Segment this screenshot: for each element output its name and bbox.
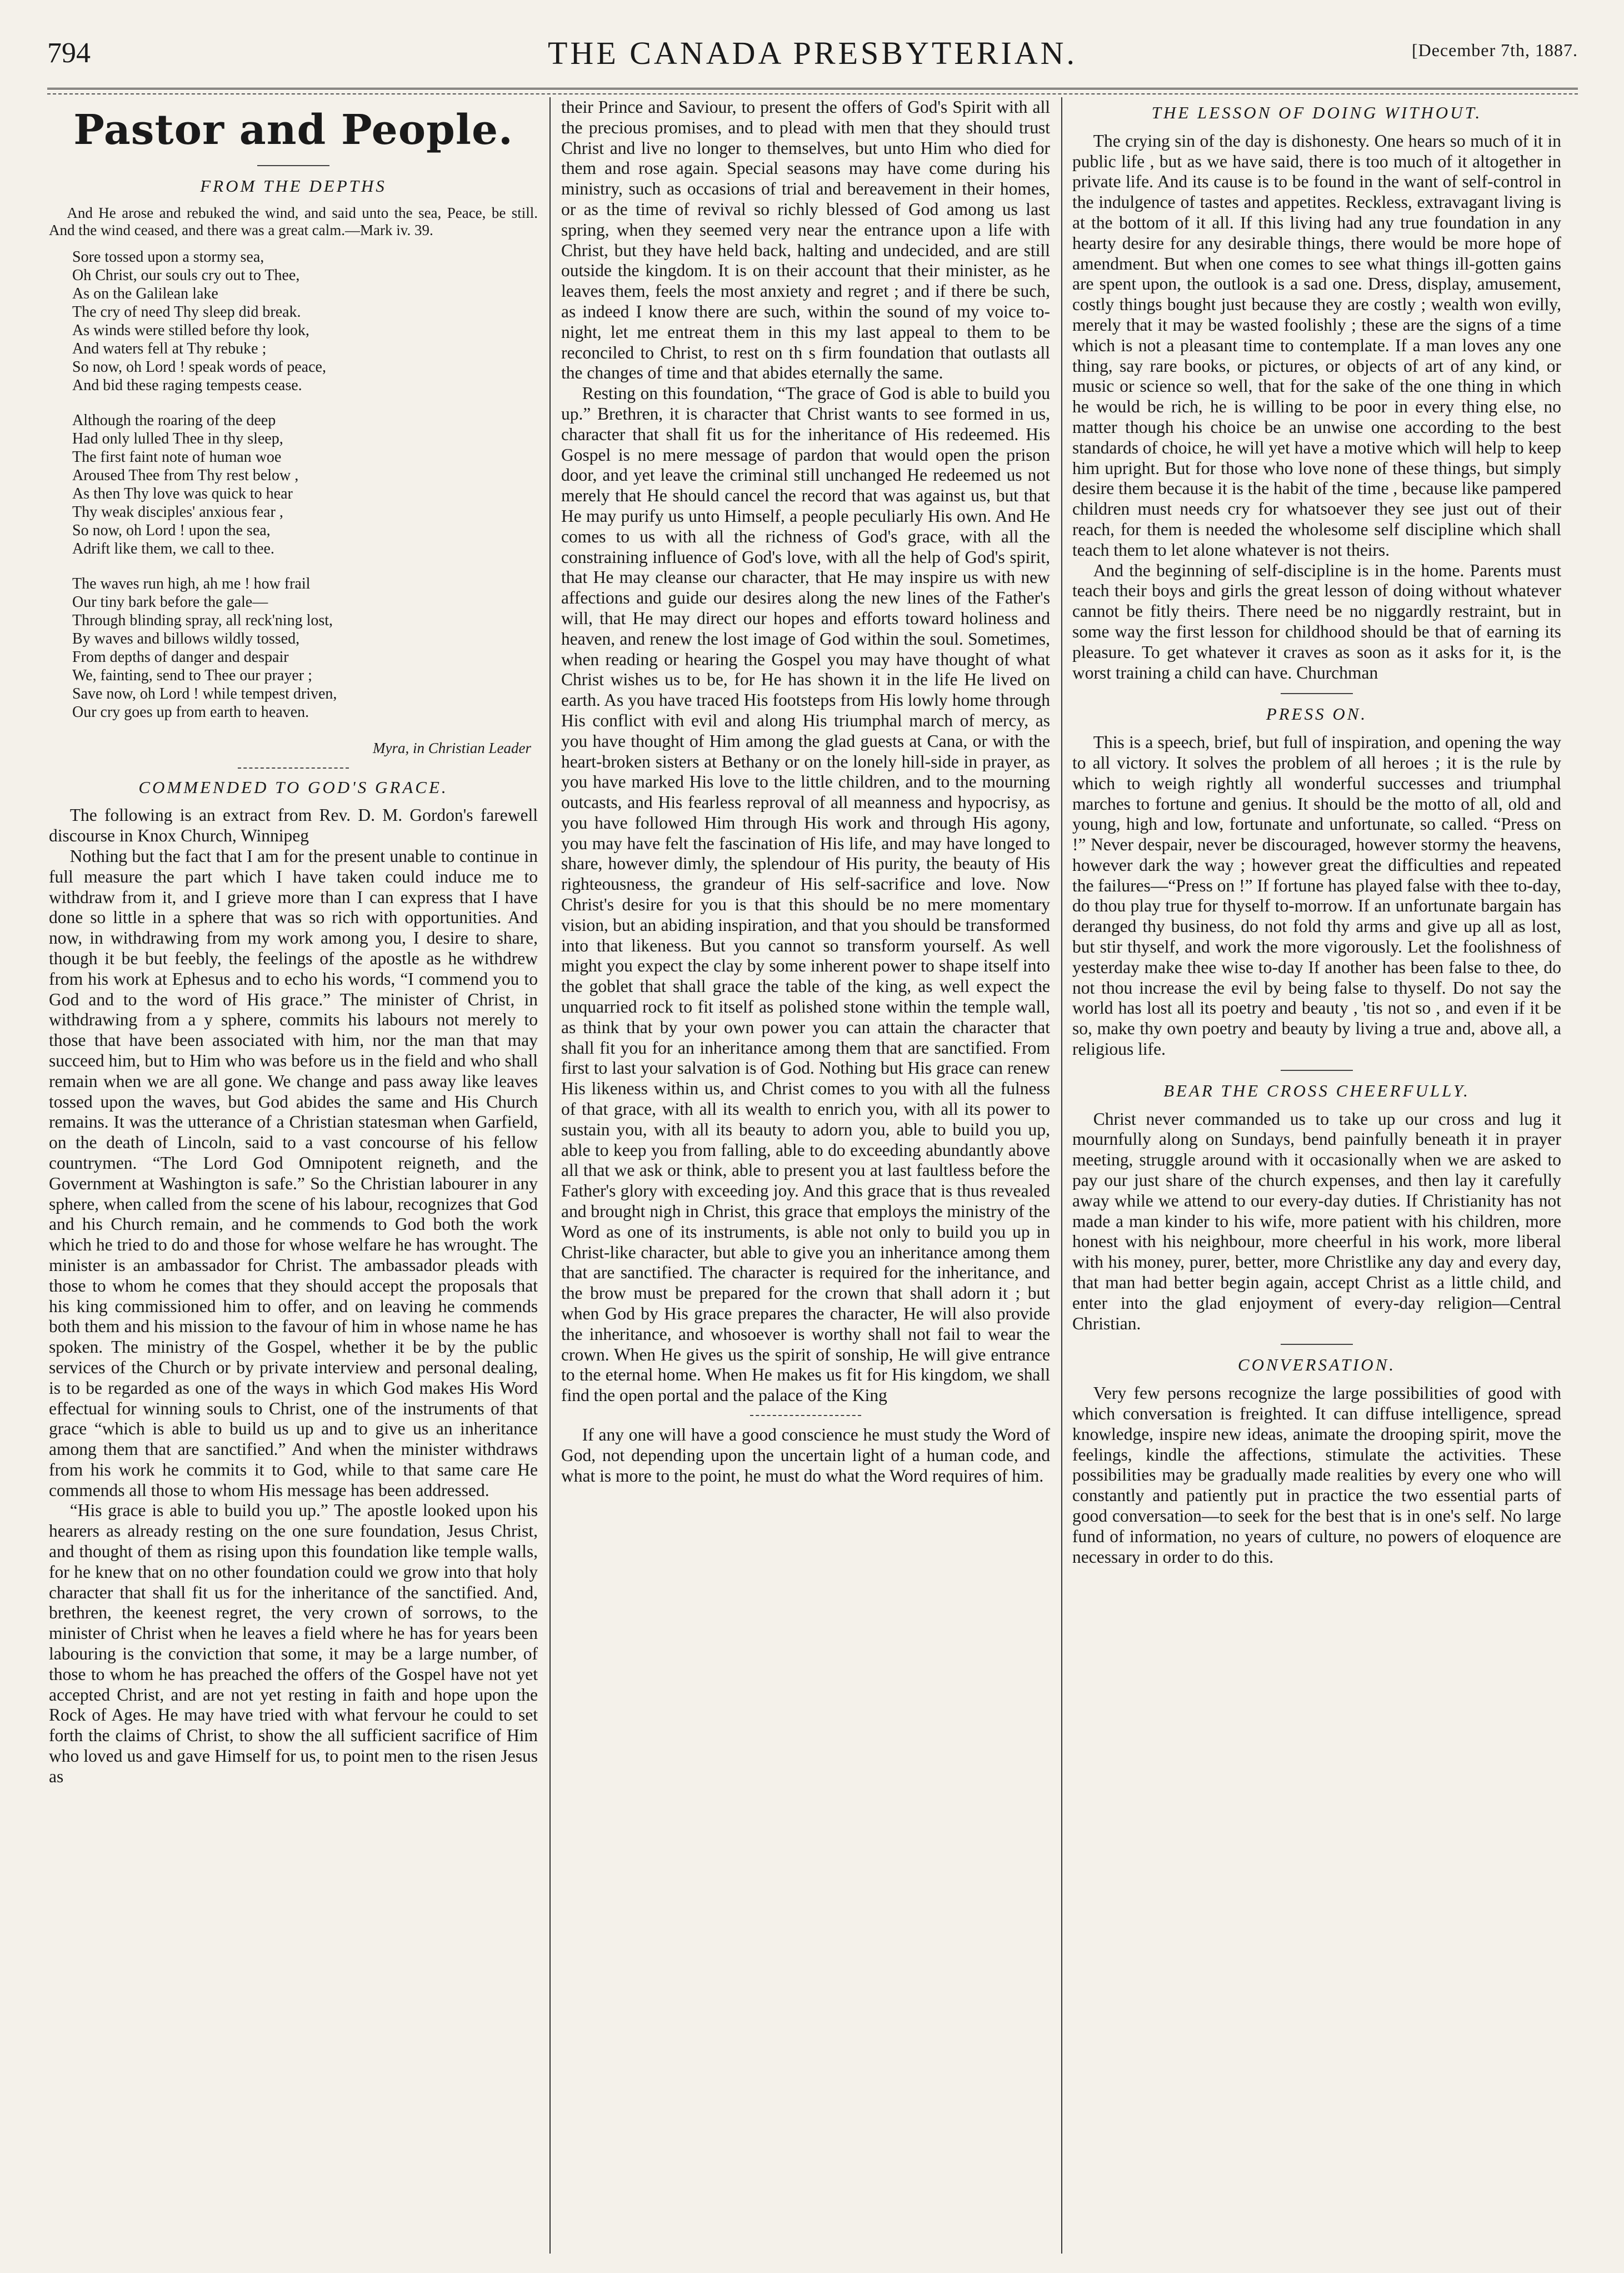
poem-stanza: [72, 575, 538, 721]
poem-title: FROM THE DEPTHS: [200, 176, 387, 196]
poem-line: By waves and billows wildly tossed,: [72, 630, 300, 647]
divider: [750, 1415, 861, 1416]
article-paragraph: Resting on this foundation, “The grace of God is able to build you up.” Brethren, it is character that Christ wants to see formed in us, character that shall fit us for the inheritance of His redeemed. His Gospel is no mere message of pardon that would open the prison door, and yet leave the criminal still unchanged He redeemed us not merely that He should cancel the record that was against us, but that He may purify us unto Himself, a people peculiarly His own. And He comes to us with all the richness of God's grace, with all the constraining influence of God's love, with all the help of God's spirit, that He may cleanse our character, that He may inspire us with new affections and guide our desires along the new lines of the Father's will, that He may direct our hopes and efforts toward holiness and heaven, and renew the lost image of God within the soul. Sometimes, when reading or hearing the Gospel you may have thought of what Christ wishes us to be, for He has shown it in the life He lived on earth. As you have traced His footsteps from His lowly home through His conflict with evil and along His triumphal march of mercy, as you have thought of Him among the glad guests at Cana, or with the heart-broken sisters at Bethany or on the lonely hill-side in prayer, as you have marked His love to the little children, and to the mourning outcasts, and His fearless reproval of all meanness and hypocrisy, as you have followed Him through His work and through His agony, you may have felt the fascination of His life, and may have longed to share, however dimly, the splendour of His purity, the beauty of His righteousness, the grandeur of His self-sacrifice and love. Now Christ's desire for you is that this should be no mere momentary vision, but an abiding inspiration, and that you should be transformed into that likeness. But you cannot so transform yourself. As well might you expect the clay by some inherent power to shape itself into the goblet that shall grace the table of the king, as well expect the unquarried rock to fit itself as polished stone within the temple wall, as think that by your own power you can attain the character that shall fit you for an inheritance among them that are sanctified. From first to last your salvation is of God. Nothing but His grace can renew His likeness within us, and Christ comes to you with all the fulness of that grace, with all its wealth to enrich you, with all its power to sustain you, with all its beauty to adorn you, able to build you up, able to keep you from falling, able to do exceeding abundantly above all that we ask or think, able to present you at last faultless before the Father's glory with exceeding joy. And this grace that is thus revealed and brought nigh in Christ, this grace that employs the ministry of the Word as one of its instruments, is able not only to build you up in Christ-like character, but able to give you an inheritance among them that are sanctified. The character is required for the inheritance, and the brow must be prepared for the crown that shall adorn it ; but when God by His grace prepares the character, He will also provide the inheritance, and whosoever is worthy shall not fail to wear the crown. When He gives us the spirit of sonship, He will give entrance to the eternal home. When He makes us fit for His kingdom, we shall find the open portal and the palace of the King: [561, 383, 1050, 1405]
poem-line: Aroused Thee from Thy rest below ,: [72, 466, 299, 484]
article-paragraph: Nothing but the fact that I am for the present unable to continue in full measure the part which I have taken could induce me to withdraw from it, and I grieve more than I can express that I have done so little in a sphere that was so rich with opportunities. And now, in withdrawing from my work among you, I desire to share, though it be but feebly, the feelings of the apostle as he withdrew from his work at Ephesus and to echo his words, “I commend you to God and to the word of His grace.” The minister of Christ, in withdrawing from a y sphere, commits his labours not merely to those that have been associated with him, nor the man that may succeed him, but to Him who was before us in the field and who shall remain when we are all gone. We change and pass away like leaves tossed upon the waves, but God abides the same and His Church remains. It was the utterance of a Christian statesman when Garfield, on the death of Lincoln, said to a vast concourse of his fellow countrymen. “The Lord God Omnipotent reigneth, and the Government at Washington is safe.” So the Christian labourer in any sphere, when called from the scene of his labour, recognizes that God and his Church remain, and he commends to God both the work which he tried to do and those for whose welfare he has wrought. The minister is an ambassador for Christ. The ambassador pleads with those to whom he comes that they should accept the proposals that his king commissioned him to offer, and on leaving he commends both them and his mission to the favour of him in whose name he has spoken. The ministry of the Gospel, whether it be by the public services of the Church or by private interview and personal dealing, is to be regarded as one of the ways in which God makes His Word effectual for winning souls to Christ, one of the instruments of that grace “which is able to build us up and to give us an inheritance among them that are sanctified.” And when the minister withdraws from his work he commits it to God, while to that same care He commends all those to whom His message has been addressed.: [49, 846, 538, 1500]
column-divider: [549, 97, 551, 2254]
article-paragraph: Christ never commanded us to take up our cross and lug it mournfully along on Sundays, bend painfully beneath it in prayer meeting, struggle around with it occasionally when we are asked to pay our just share of the church expenses, and then lay it carefully away while we attend to our every-day duties. If Christianity has not made a man kinder to his wife, more patient with his children, more honest with his neighbour, more cheerful in his work, more liberal with his money, purer, better, more Christlike any day and every day, that man had better begin again, accept Christ as a little child, and enter into the glad enjoyment of every-day religion—Central Christian.: [1072, 1109, 1561, 1333]
poem-line: From depths of danger and despair: [72, 648, 289, 666]
article-paragraph: The crying sin of the day is dishonesty. One hears so much of it in public life , but as we have said, there is too much of it altogether in private life. And its cause is to be found in the want of self-control in the indulgence of tastes and appetites. Reckless, extravagant living is at the bottom of it all. If this living had any true foundation in any hearty desire for any desirable things, there would be more hope of amendment. But when one comes to see what things ill-gotten gains are spent upon, the outlook is a sad one. Dress, display, amusement, costly things bought just because they are costly ; wealth won evilly, merely that it may be wasted foolishly ; these are the signs of a time which is not a pleasant time to contemplate. If a man loves any one thing, say rare books, or pictures, or objects of art of any kind, or music or science so well, that for the sake of the one thing in which he would be rich, he is willing to be poor in every thing else, no matter though his choice be an unwise one according to the best standards of choice, he will yet have a motive which will help to keep him upright. But for those who love none of these things, but simply desire them because it is the habit of the time , because like pampered children must needs cry for whatsoever they see just out of their reach, for them is needed the wholesome self discipline which shall teach them to let alone whatever is not theirs.: [1072, 131, 1561, 560]
article-intro: The following is an extract from Rev. D. M. Gordon's farewell discourse in Knox Church, Winnipeg: [49, 805, 538, 846]
poem-line: As then Thy love was quick to hear: [72, 485, 293, 502]
article-title: THE LESSON OF DOING WITHOUT.: [1151, 103, 1482, 122]
poem-line: Had only lulled Thee in thy sleep,: [72, 430, 283, 447]
poem-line: So now, oh Lord ! upon the sea,: [72, 521, 271, 539]
poem-epigraph: And He arose and rebuked the wind, and said unto the sea, Peace, be still. And the wind ceased, and there was a great calm.—Mark iv. 39.: [49, 204, 538, 238]
poem-line: Through blinding spray, all reck'ning lost,: [72, 611, 333, 629]
poem-line: Adrift like them, we call to thee.: [72, 540, 274, 557]
page-number: 794: [47, 37, 91, 69]
header-rule: [47, 88, 1578, 89]
divider: [257, 165, 329, 166]
article-title: PRESS ON.: [1266, 704, 1368, 724]
closing-paragraph: If any one will have a good conscience he must study the Word of God, not depending upon the uncertain light of a human code, and what is more to the point, he must do what the Word requires of him.: [561, 1425, 1050, 1486]
poem-line: We, fainting, send to Thee our prayer ;: [72, 666, 312, 684]
column-1: [49, 97, 538, 2254]
poem-line: Sore tossed upon a stormy sea,: [72, 248, 264, 266]
divider: [238, 767, 349, 769]
poem-stanza: [72, 248, 538, 395]
department-heading: Pastor and People.: [73, 106, 513, 154]
poem-line: As winds were stilled before thy look,: [72, 321, 309, 339]
poem-line: And waters fell at Thy rebuke ;: [72, 340, 267, 357]
divider: [1281, 693, 1353, 694]
poem-credit: Myra, in Christian Leader: [372, 739, 531, 756]
poem-line: Save now, oh Lord ! while tempest driven,: [72, 685, 337, 702]
article-paragraph: This is a speech, brief, but full of inspiration, and opening the way to all victory. It solves the problem of all heroes ; it is the rule by which to weigh rightly all wonderful successes and triumphal marches to fortune and genius. It should be the motto of all, old and young, high and low, fortunate and unfortunate, so called. “Press on !” Never despair, never be discouraged, however stormy the heavens, however dark the way ; however great the difficulties and repeated the failures—“Press on !” If fortune has played false with thee to-day, do thou play true for thyself to-morrow. If an unfortunate bargain has deranged thy business, do not fold thy arms and give up all as lost, but stir thyself, and work the more vigorously. Let the foolishness of yesterday make thee wise to-day If another has been false to thee, do not thou increase the evil by being false to thyself. Do not say the world has lost all its poetry and beauty , 'tis not so , and even if it be so, make thy own poetry and beauty by living a true and, above all, a religious life.: [1072, 732, 1561, 1059]
article-title: BEAR THE CROSS CHEERFULLY.: [1163, 1080, 1470, 1100]
article-paragraph: And the beginning of self-discipline is in the home. Parents must teach their boys and girls the great lesson of doing without whatever cannot be fitly theirs. There need be no niggardly restraint, but in some way the first lesson for childhood should be that of earning its pleasure. To get whatever it craves as soon as it asks for it, is the worst training a child can have. Churchman: [1072, 560, 1561, 682]
masthead: THE CANADA PRESBYTERIAN.: [548, 35, 1077, 71]
poem-stanza: [72, 411, 538, 558]
poem-line: So now, oh Lord ! speak words of peace,: [72, 358, 326, 376]
column-2: [561, 97, 1050, 2254]
article-paragraph: “His grace is able to build you up.” The apostle looked upon his hearers as already resting on the one sure foundation, Jesus Christ, and thought of them as rising upon this foundation like temple walls, for he knew that on no other foundation could we grow into that holy character that shall fit us for the inheritance of the sanctified. And, brethren, the keenest regret, the very crown of sorrows, to the minister of Christ when he leaves a field where he has for years been labouring is the conviction that some, it may be a large number, of those to whom he has preached the offers of the Gospel have not yet accepted Christ, and are not yet resting in faith and hope upon the Rock of Ages. He may have tried with what fervour he could to set forth the claims of Christ, to show the all sufficient sacrifice of Him who loved us and gave Himself for us, to point men to the risen Jesus as: [49, 1501, 538, 1786]
header-rule-dashed: [47, 93, 1578, 94]
divider: [1281, 1344, 1353, 1345]
poem-line: The cry of need Thy sleep did break.: [72, 303, 301, 321]
article-title: CONVERSATION.: [1237, 1355, 1396, 1375]
poem-line: Thy weak disciples' anxious fear ,: [72, 503, 283, 521]
poem-line: Although the roaring of the deep: [72, 411, 276, 429]
poem-line: Our cry goes up from earth to heaven.: [72, 703, 309, 721]
column-3: [1072, 97, 1561, 2254]
poem-line: The waves run high, ah me ! how frail: [72, 575, 311, 592]
poem-line: Oh Christ, our souls cry out to Thee,: [72, 266, 300, 284]
poem-line: Our tiny bark before the gale—: [72, 593, 268, 611]
issue-date: [December 7th, 1887.: [1411, 40, 1578, 60]
article-paragraph: their Prince and Saviour, to present the offers of God's Spirit with all the precious promises, and to plead with men that they should trust Christ and live no longer to themselves, but unto Him who died for them and rose again. Special seasons may have come during his ministry, such as occasions of trial and bereavement in their homes, or as the time of revival so richly blessed of God among us last spring, when they seemed very near the entrance upon a life with Christ, but they have held back, halting and undecided, and are still outside the kingdom. It is on their account that their minister, as he leaves them, feels the most anxiety and regret ; and if there be such, as indeed I know there are such, within the sound of my voice to-night, let me entreat them in this my last appeal to them to be reconciled to Christ, to rest on th s firm foundation that outlasts all the changes of time and that abides eternally the same.: [561, 97, 1050, 383]
poem-line: The first faint note of human woe: [72, 448, 282, 466]
poem-line: And bid these raging tempests cease.: [72, 376, 302, 394]
article-title: COMMENDED TO GOD'S GRACE.: [138, 777, 448, 797]
column-divider: [1061, 97, 1062, 2254]
article-paragraph: Very few persons recognize the large possibilities of good with which conversation is freighted. It can diffuse intelligence, spread knowledge, inspire new ideas, animate the drooping spirit, move the feelings, kindle the affections, stimulate the activities. These possibilities may be gradually made realities by every one who will constantly and patiently put in practice the two essential parts of good conversation—to seek for the best that is in one's self. No large fund of information, no years of culture, no powers of eloquence are necessary in order to do this.: [1072, 1383, 1561, 1567]
poem-line: As on the Galilean lake: [72, 285, 218, 302]
divider: [1281, 1070, 1353, 1071]
poem: [72, 248, 538, 721]
page-header: [47, 34, 1578, 86]
